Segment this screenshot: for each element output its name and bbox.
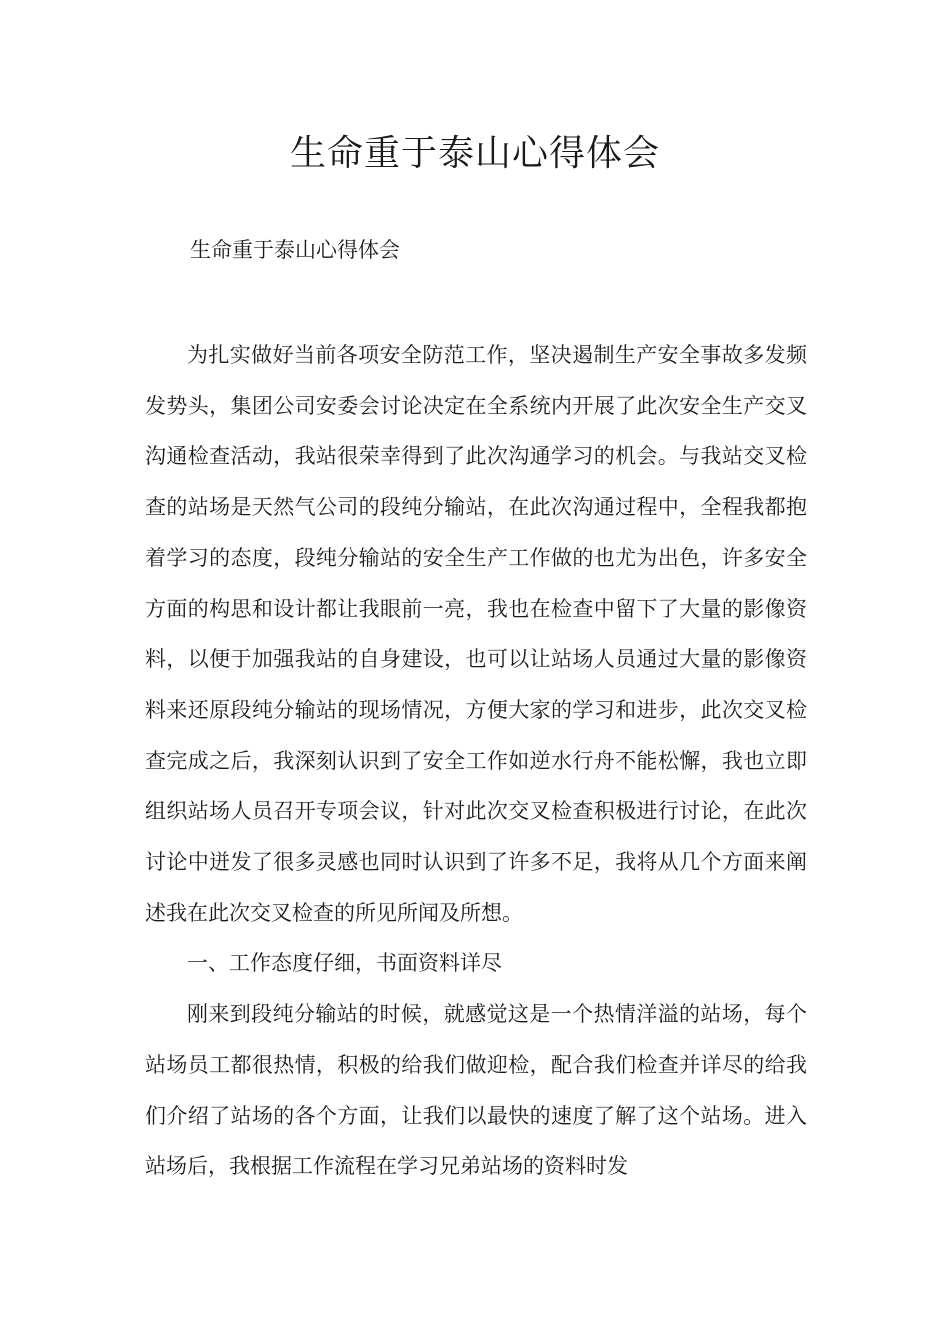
section-heading-1: 一、工作态度仔细，书面资料详尽 — [187, 951, 502, 976]
document-title: 生命重于泰山心得体会 — [289, 133, 660, 174]
paragraph-intro: 为扎实做好当前各项安全防范工作，坚决遏制生产安全事故多发频发势头，集团公司安委会讨论决定在全系统内开展了此次安全生产交叉沟通检查活动，我站很荣幸得到了此次沟通学习的机会。与我站交叉检查的站场是天然气公司的段纯分输站，在此次沟通过程中，全程我都抱着学习的态度，段纯分输站的安全生产工作做的也尤为出色，许多安全方面的构思和设计都让我眼前一亮，我也在检查中留下了大量的影像资料，以便于加强我站的自身建设，也可以让站场人员通过大量的影像资料来还原段纯分输站的现场情况，方便大家的学习和进步，此次交叉检查完成之后，我深刻认识到了安全工作如逆水行舟不能松懈，我也立即组织站场人员召开专项会议，针对此次交叉检查积极进行讨论，在此次讨论中迸发了很多灵感也同时认识到了许多不足，我将从几个方面来阐述我在此次交叉检查的所见所闻及所想。 — [145, 343, 807, 925]
document-subtitle: 生命重于泰山心得体会 — [190, 238, 400, 262]
document-body — [145, 330, 807, 1192]
paragraph-section-1: 刚来到段纯分输站的时候，就感觉这是一个热情洋溢的站场，每个站场员工都很热情，积极的给我们做迎检，配合我们检查并详尽的给我们介绍了站场的各个方面，让我们以最快的速度了解了这个站场。进入站场后，我根据工作流程在学习兄弟站场的资料时发 — [145, 1002, 807, 1179]
